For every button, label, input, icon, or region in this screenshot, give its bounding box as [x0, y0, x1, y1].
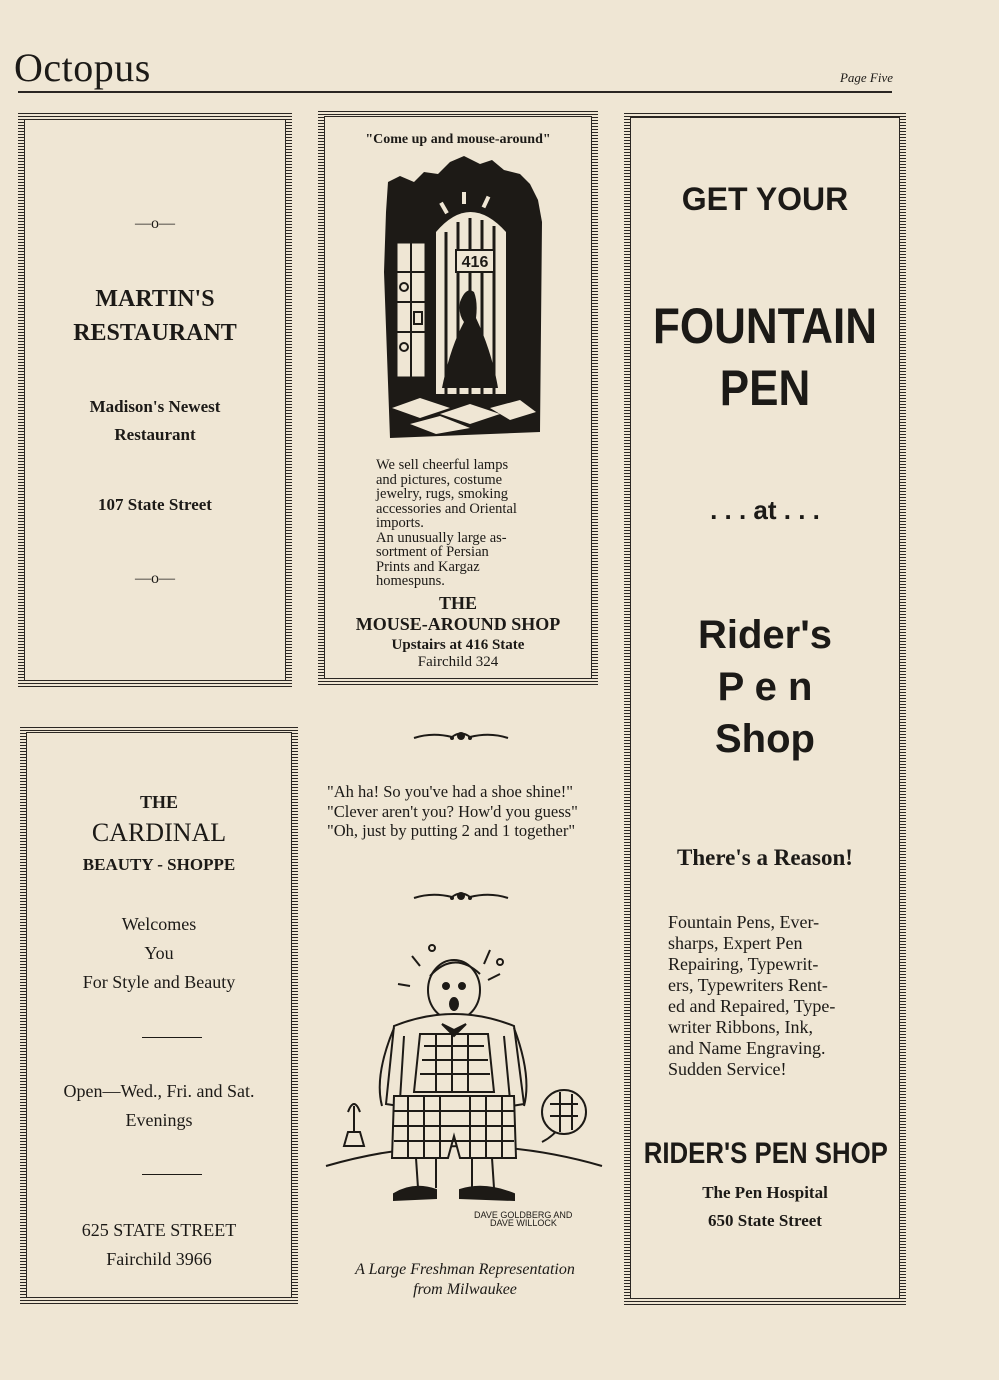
shop-phone: Fairchild 324: [417, 654, 499, 670]
riders-pen-shop-ad: [624, 111, 906, 1305]
scroll-ornament-bottom: [412, 888, 510, 904]
shop-doorway-illustration: [380, 152, 550, 442]
joke-line: "Ah ha! So you've had a shoe shine!": [327, 782, 574, 801]
scroll-ornament-top: [412, 728, 510, 744]
tagline-line1: Madison's Newest: [89, 397, 221, 416]
pen-spaced-heading: P e n: [717, 665, 813, 709]
pen-heading: PEN: [719, 360, 811, 416]
description-line: Prints and Kargaz: [376, 558, 480, 575]
freshman-cartoon: [324, 936, 604, 1218]
description-line: An unusually large as-: [376, 529, 507, 546]
services-line: sharps, Expert Pen: [668, 933, 803, 953]
shop-phone: Fairchild 3966: [106, 1249, 212, 1269]
shop-address: Upstairs at 416 State: [391, 637, 525, 653]
shop-name: CARDINAL: [91, 818, 227, 847]
services-list: [668, 912, 868, 1080]
top-ornament: —o—: [135, 215, 175, 232]
welcome-line2: You: [144, 943, 174, 963]
restaurant-address: 107 State Street: [98, 495, 212, 514]
cartoon-caption-line2: from Milwaukee: [413, 1281, 517, 1298]
shop-subtitle: BEAUTY - SHOPPE: [82, 855, 236, 874]
welcome-line1: Welcomes: [121, 914, 197, 934]
martin-restaurant-ad: [18, 113, 292, 687]
services-line: Sudden Service!: [668, 1059, 787, 1079]
shop-description: [376, 458, 548, 589]
welcome-line3: For Style and Beauty: [82, 972, 236, 992]
fountain-heading: FOUNTAIN: [652, 298, 878, 354]
divider: [142, 1037, 202, 1038]
divider: [142, 1174, 202, 1175]
services-line: Fountain Pens, Ever-: [668, 912, 820, 932]
shop-name-line1: THE: [438, 593, 477, 613]
description-line: and pictures, costume: [376, 471, 503, 488]
the-label: THE: [139, 792, 178, 812]
page-label: Page Five: [839, 70, 893, 85]
tagline-line2: Restaurant: [114, 425, 196, 444]
services-line: writer Ribbons, Ink,: [668, 1017, 813, 1037]
door-sign-number: 416: [461, 254, 489, 271]
services-line: ers, Typewriters Rent-: [668, 975, 828, 995]
services-line: Repairing, Typewrit-: [668, 954, 819, 974]
description-line: jewelry, rugs, smoking: [376, 486, 508, 502]
shop-heading: Shop: [715, 717, 815, 761]
services-line: ed and Repaired, Type-: [668, 996, 836, 1016]
artist-signature-line1: DAVE GOLDBERG AND: [474, 1210, 573, 1218]
joke-line: "Clever aren't you? How'd you guess": [327, 801, 578, 821]
description-line: imports.: [376, 515, 424, 531]
description-line: We sell cheerful lamps: [376, 457, 509, 473]
masthead: Octopus: [14, 45, 151, 90]
description-line: accessories and Oriental: [376, 500, 517, 517]
riders-heading: Rider's: [697, 613, 832, 657]
joke-text: [327, 782, 602, 841]
mouse-slogan: "Come up and mouse-around": [365, 132, 551, 147]
header-rule: [18, 91, 892, 93]
artist-signature-line2: DAVE WILLOCK: [490, 1218, 557, 1228]
cartoon-caption-line1: A Large Freshman Representation: [355, 1261, 575, 1278]
bottom-ornament: —o—: [135, 570, 175, 587]
cardinal-beauty-shoppe-ad: [20, 726, 298, 1304]
services-line: and Name Engraving.: [668, 1038, 826, 1058]
restaurant-name-line2: RESTAURANT: [73, 320, 237, 346]
description-line: homespuns.: [376, 573, 445, 589]
get-your-heading: GET YOUR: [681, 181, 849, 217]
shop-address: 650 State Street: [708, 1211, 822, 1230]
shop-name-footer: RIDER'S PEN SHOP: [643, 1137, 888, 1170]
shop-address: 625 STATE STREET: [81, 1220, 237, 1240]
shop-name-line2: MOUSE-AROUND SHOP: [355, 614, 561, 634]
restaurant-name-line1: MARTIN'S: [95, 286, 215, 312]
description-line: sortment of Persian: [376, 544, 489, 560]
hours-line1: Open—Wed., Fri. and Sat.: [63, 1081, 255, 1101]
mouse-around-ad: [318, 110, 598, 685]
pen-hospital-label: The Pen Hospital: [702, 1183, 828, 1202]
joke-line: "Oh, just by putting 2 and 1 together": [327, 821, 576, 840]
hours-line2: Evenings: [125, 1110, 193, 1130]
reason-heading: There's a Reason!: [677, 845, 853, 870]
at-label: . . . at . . .: [710, 495, 820, 525]
